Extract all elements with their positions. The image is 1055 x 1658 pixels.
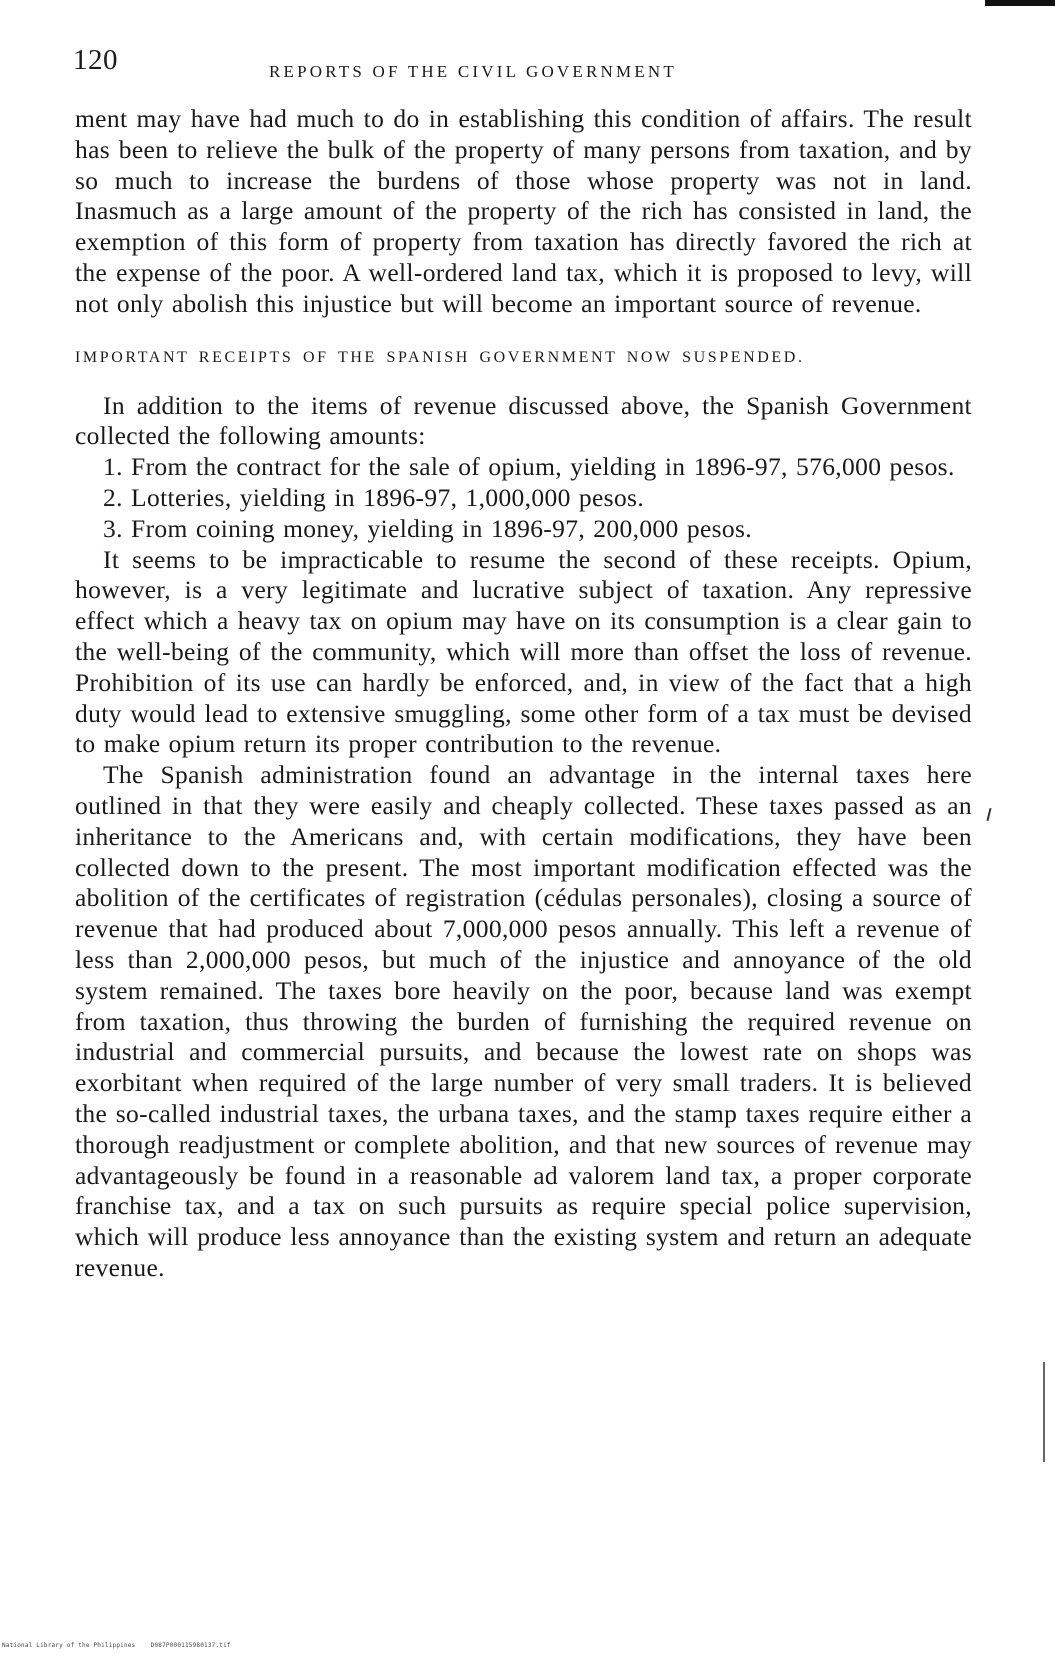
receipt-item-opium: 1. From the contract for the sale of opium, yielding in 1896-97, 576,000 pesos.: [103, 452, 955, 482]
page-number: 120: [73, 44, 118, 76]
receipt-item-coining: 3. From coining money, yielding in 1896-97, 200,000 pesos.: [103, 513, 752, 543]
continuation-paragraph: ment may have had much to do in establishing this condition of affairs. The result has been to relieve the bulk of the property of many persons from taxation, and by so much to increase the burdens of those whose property was not in land. Inasmuch as a large amount of the property of the rich has consisted in land, the exemption of this form of property from taxation has directly favored the rich at the expense of the poor. A well-ordered land tax, which it is proposed to levy, will not only abolish this injustice but will become an important source of revenue.: [75, 104, 972, 318]
margin-pencil-mark: [986, 808, 991, 821]
scan-edge-mark: [985, 0, 1055, 6]
page-body: [75, 104, 972, 1284]
page-header: [73, 40, 973, 90]
margin-line-mark: [1043, 1362, 1045, 1462]
scan-credit-footer: National Library of the Philippines D087P000115980137.tif: [2, 1642, 231, 1649]
receipt-item-lotteries: 2. Lotteries, yielding in 1896-97, 1,000,000 pesos.: [103, 482, 645, 512]
running-head: REPORTS OF THE CIVIL GOVERNMENT: [269, 62, 677, 81]
opium-paragraph: It seems to be impracticable to resume the second of these receipts. Opium, however, is a very legitimate and lucrative subject of taxation. Any repressive effect which a heavy tax on opium may have on its consumption is a clear gain to the well-being of the community, which will more than offset the loss of revenue. Prohibition of its use can hardly be enforced, and, in view of the fact that a high duty would lead to extensive smuggling, some other form of a tax must be devised to make opium return its proper contribution to the revenue.: [75, 544, 972, 759]
intro-paragraph: In addition to the items of revenue discussed above, the Spanish Government collected the following amounts:: [75, 390, 972, 451]
administration-paragraph: The Spanish administration found an advantage in the internal taxes here outlined in that they were easily and cheaply collected. These taxes passed as an inheritance to the Americans and, with certain modifications, they have been collected down to the present. The most important modification effected was the abolition of the certificates of registration (cédulas personales), closing a source of revenue that had produced about 7,000,000 pesos annually. This left a revenue of less than 2,000,000 pesos, but much of the injustice and annoyance of the old system remained. The taxes bore heavily on the poor, because land was exempt from taxation, thus throwing the burden of furnishing the required revenue on industrial and commercial pursuits, and because the lowest rate on shops was exorbitant when required of the large number of very small traders. It is believed the so-called industrial taxes, the urbana taxes, and the stamp taxes require either a thorough readjustment or complete abolition, and that new sources of revenue may advantageously be found in a reasonable ad valorem land tax, a proper corporate franchise tax, and a tax on such pursuits as require special police supervision, which will produce less annoyance than the existing system and return an adequate revenue.: [75, 760, 972, 1282]
section-heading: IMPORTANT RECEIPTS OF THE SPANISH GOVERNMENT NOW SUSPENDED.: [75, 348, 805, 366]
